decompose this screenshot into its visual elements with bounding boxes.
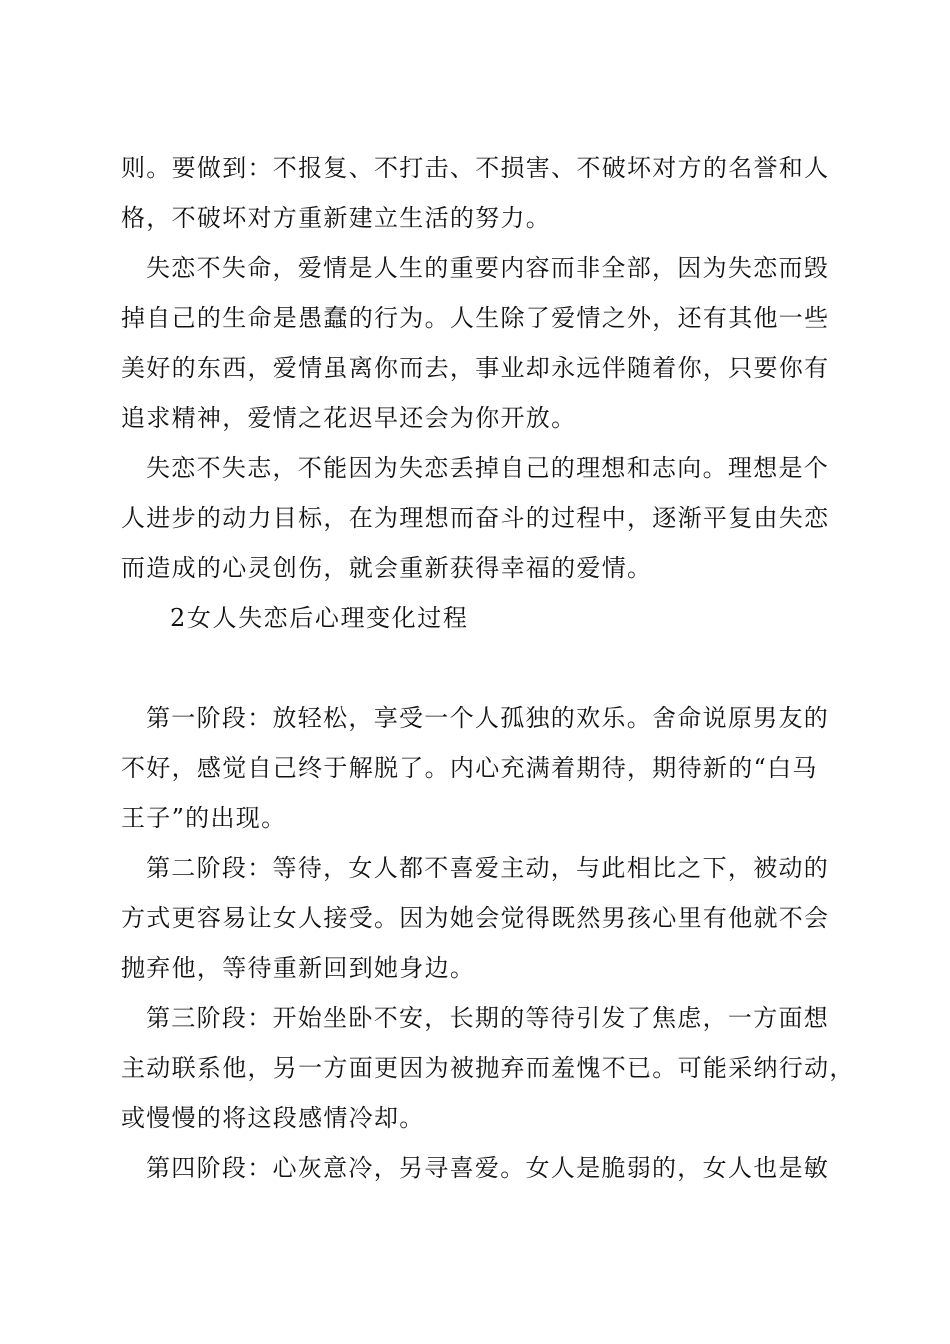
paragraph-line: 失恋不失志，不能因为失恋丢掉自己的理想和志向。理想是个 bbox=[146, 454, 830, 482]
paragraph-line: 不好，感觉自己终于解脱了。内心充满着期待，期待新的“白马 bbox=[121, 754, 818, 782]
paragraph-line: 主动联系他，另一方面更因为被抛弃而羞愧不已。可能采纳行动， bbox=[121, 1054, 855, 1082]
paragraph-line: 第一阶段：放轻松，享受一个人孤独的欢乐。舍命说原男友的 bbox=[146, 704, 830, 732]
paragraph-line: 第三阶段：开始坐卧不安，长期的等待引发了焦虑，一方面想 bbox=[146, 1004, 830, 1032]
paragraph-line: 掉自己的生命是愚蠢的行为。人生除了爱情之外，还有其他一些 bbox=[121, 304, 830, 332]
paragraph-line: 王子”的出现。 bbox=[121, 804, 287, 832]
section-heading: 2女人失恋后心理变化过程 bbox=[170, 604, 469, 632]
paragraph-line: 方式更容易让女人接受。因为她会觉得既然男孩心里有他就不会 bbox=[121, 904, 830, 932]
paragraph-line: 第四阶段：心灰意冷，另寻喜爱。女人是脆弱的，女人也是敏 bbox=[146, 1154, 830, 1182]
paragraph-line: 追求精神，爱情之花迟早还会为你开放。 bbox=[121, 404, 577, 432]
paragraph-line: 失恋不失命，爱情是人生的重要内容而非全部，因为失恋而毁 bbox=[146, 254, 830, 282]
paragraph-line: 格，不破坏对方重新建立生活的努力。 bbox=[121, 204, 552, 232]
paragraph-line: 美好的东西，爱情虽离你而去，事业却永远伴随着你，只要你有 bbox=[121, 354, 830, 382]
paragraph-line: 则。要做到：不报复、不打击、不损害、不破坏对方的名誉和人 bbox=[121, 154, 830, 182]
paragraph-line: 第二阶段：等待，女人都不喜爱主动，与此相比之下，被动的 bbox=[146, 854, 830, 882]
paragraph-line: 抛弃他，等待重新回到她身边。 bbox=[121, 954, 476, 982]
paragraph-line: 或慢慢的将这段感情冷却。 bbox=[121, 1104, 425, 1132]
paragraph-line: 而造成的心灵创伤，就会重新获得幸福的爱情。 bbox=[121, 554, 653, 582]
paragraph-line: 人进步的动力目标，在为理想而奋斗的过程中，逐渐平复由失恋 bbox=[121, 504, 830, 532]
